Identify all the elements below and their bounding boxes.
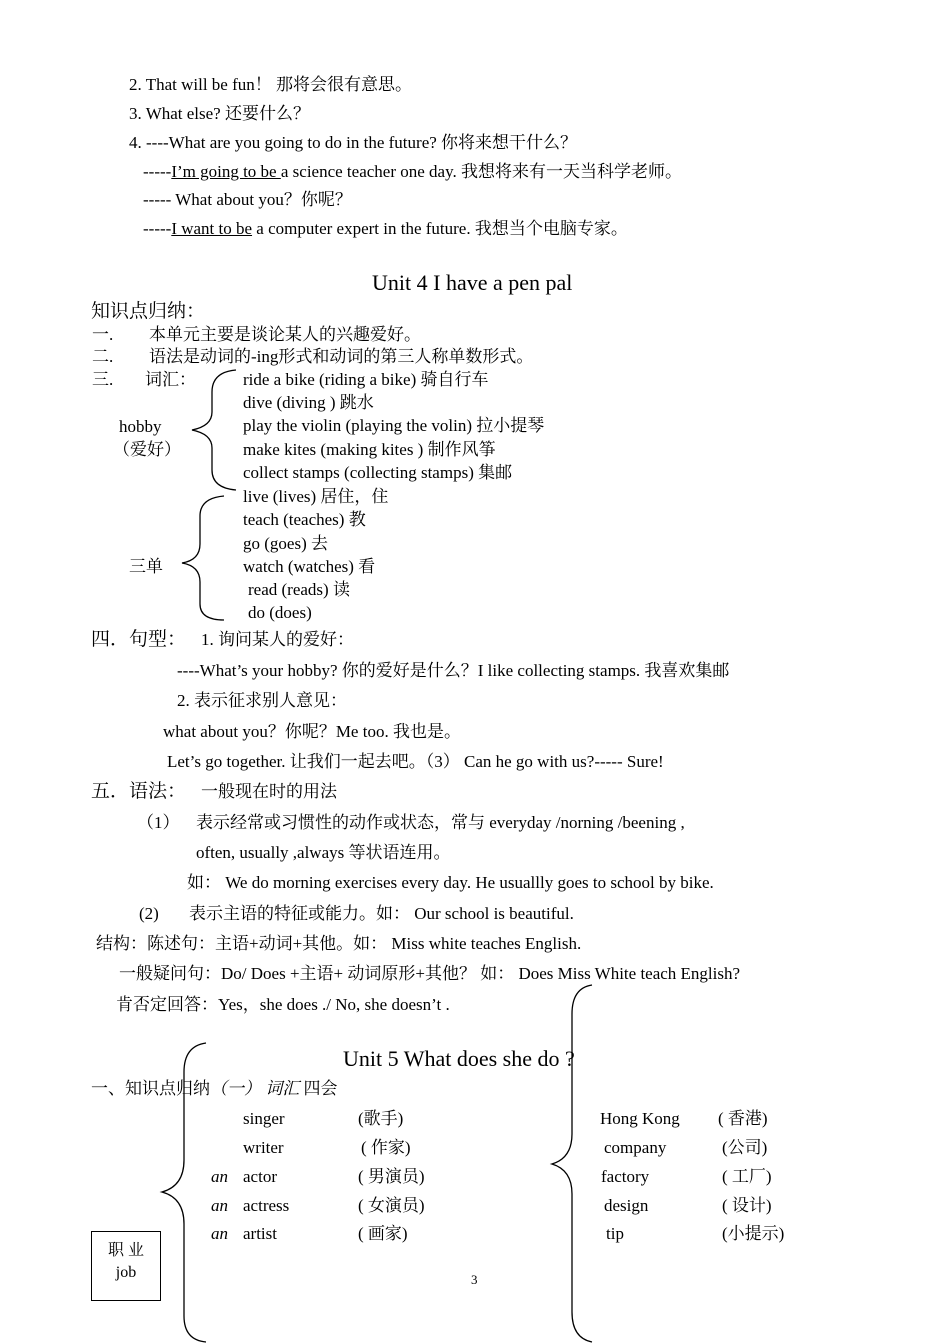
point-2-number: 二. [92,347,114,366]
job-cn: ( 画家) [358,1224,408,1243]
section-4-heading: 四．句型： [91,629,187,650]
underlined-phrase: I want to be [171,219,253,238]
underlined-phrase: I’m going to be [171,162,281,181]
answer-line-1: -----I’m going to be a science teacher one day. 我想将来有一天当科学老师。 [143,162,682,181]
sentence-2: 2. That will be fun！ 那将会很有意思。 [129,75,412,94]
job-word: actress [243,1196,290,1215]
hobby-item: make kites (making kites ) 制作风筝 [243,440,496,459]
section-5-item-1b: often, usually ,always 等状语连用。 [196,843,451,862]
job-box-en: job [115,1264,137,1281]
hobby-item: dive (diving ) 跳水 [243,393,374,412]
place-cn: ( 工厂) [722,1167,772,1186]
section-5-item-1-number: （1） [137,813,180,832]
page-number: 3 [471,1272,478,1287]
point-1-number: 一. [92,325,114,344]
sentence-4: 4. ----What are you going to do in the future? 你将来想干什么？ [129,133,578,152]
third-person-item: go (goes) 去 [243,534,328,553]
section-5-example: 如： We do morning exercises every day. He usuallly goes to school by bike. [187,873,714,892]
place-cn: (小提示) [722,1224,785,1243]
place-cn: (公司) [722,1138,768,1157]
section-4-item-1: 1. 询问某人的爱好： [201,630,354,649]
section-5-item-2: 表示主语的特征或能力。如： Our school is beautiful. [189,904,574,923]
unit5-title: Unit 5 What does she do ? [343,1046,575,1071]
third-person-item: read (reads) 读 [248,580,350,599]
section-5-item-1: 表示经常或习惯性的动作或状态，常与 everyday /norning /beening , [196,813,685,832]
job-article: an [211,1224,228,1243]
hobby-item: ride a bike (riding a bike) 骑自行车 [243,370,489,389]
job-cn: ( 女演员) [358,1196,425,1215]
hobby-brace [192,370,236,490]
job-cn: ( 男演员) [358,1167,425,1186]
job-article: an [211,1196,228,1215]
point-3-text: 词汇： [145,370,196,389]
third-person-item: do (does) [248,603,312,622]
job-cn: ( 作家) [361,1138,411,1157]
job-box-cn: 职 业 [107,1242,144,1259]
unit4-title: Unit 4 I have a pen pal [372,270,573,295]
section-5-item-2-number: (2) [139,904,159,923]
job-cn: (歌手) [358,1109,404,1128]
job-brace [162,1043,206,1342]
structure-statement: 结构：陈述句：主语+动词+其他。如： Miss white teaches English. [96,934,582,953]
answer-line-3: -----I want to be a computer expert in the future. 我想当个电脑专家。 [143,219,628,238]
place-brace [552,985,592,1342]
place-word: factory [601,1167,650,1186]
section-4-example-1: ----What’s your hobby? 你的爱好是什么？I like collecting stamps. 我喜欢集邮 [177,661,730,680]
point-3-number: 三. [92,370,114,389]
hobby-item: collect stamps (collecting stamps) 集邮 [243,463,513,482]
place-word: tip [606,1224,624,1243]
place-cn: ( 设计) [722,1196,772,1215]
section-4-example-3: Let’s go together. 让我们一起去吧。（3） Can he go with us?----- Sure! [167,752,664,771]
job-word: artist [243,1224,277,1243]
structure-question: 一般疑问句：Do/ Does +主语+ 动词原形+其他？ 如： Does Miss White teach English? [119,964,741,983]
answer-line-2: ----- What about you？你呢？ [143,190,352,209]
section-4-item-2: 2. 表示征求别人意见： [177,691,347,710]
hobby-label-cn: （爱好） [113,440,181,459]
place-word: Hong Kong [600,1109,680,1128]
section-4-example-2: what about you？你呢？Me too. 我也是。 [163,722,461,741]
unit4-summary-heading: 知识点归纳： [91,301,206,322]
place-cn: ( 香港) [718,1109,768,1128]
structure-answer: 肯否定回答：Yes，she does ./ No, she doesn’t . [116,995,450,1014]
job-article: an [211,1167,228,1186]
third-person-item: watch (watches) 看 [243,557,376,576]
place-word: company [604,1138,667,1157]
third-person-brace [182,496,224,620]
hobby-item: play the violin (playing the volin) 拉小提琴 [243,416,545,435]
job-word: writer [243,1138,284,1157]
third-person-label: 三单 [129,557,163,576]
third-person-item: live (lives) 居住，住 [243,487,389,506]
job-word: actor [243,1167,277,1186]
place-word: design [604,1196,649,1215]
job-word: singer [243,1109,285,1128]
unit5-summary: 一、知识点归纳（一） 词汇 四会 [91,1079,338,1098]
third-person-item: teach (teaches) 教 [243,510,366,529]
section-5-heading: 五．语法： [91,781,187,802]
section-5-title: 一般现在时的用法 [201,782,337,801]
point-1-text: 本单元主要是谈论某人的兴趣爱好。 [149,325,421,344]
sentence-3: 3. What else? 还要什么？ [129,104,310,123]
point-2-text: 语法是动词的-ing形式和动词的第三人称单数形式。 [149,347,534,366]
hobby-label: hobby [119,417,162,436]
